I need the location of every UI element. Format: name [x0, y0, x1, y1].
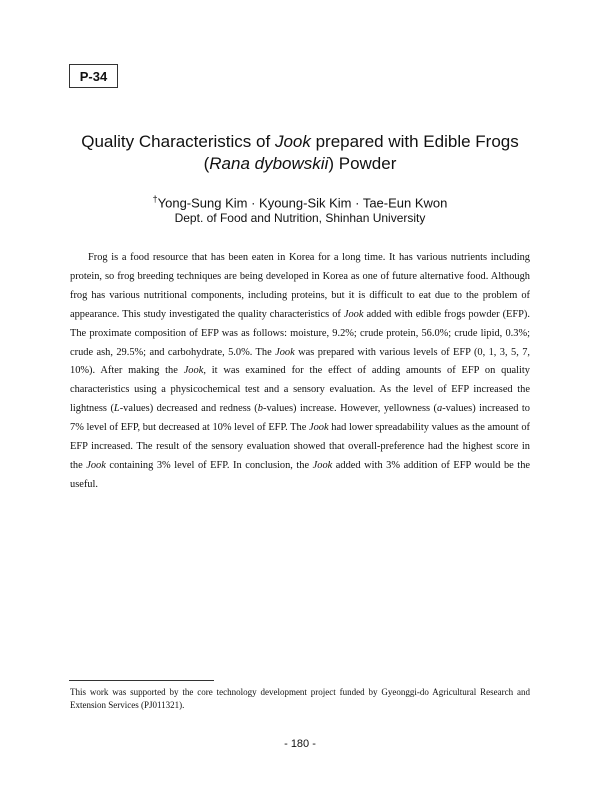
funding-footnote: This work was supported by the core technology development project funded by Gyeonggi-do Agricultural Research and Extension Services (PJ011321). — [70, 687, 530, 710]
abstract-italic: b — [257, 403, 263, 415]
title-italic-term: Jook — [274, 132, 311, 151]
abstract-text: , it was examined for the effect of adding amounts of EFP on quality characteristics using a physicochemical test and a sensory evaluation. As the level of EFP increased the lightness ( — [70, 365, 530, 415]
abstract-text: had lower spreadability values as the amount of EFP increased. The result of the sensory evaluation showed that overall-preference had the highest score in the — [70, 422, 531, 471]
title-italic-species: Rana dybowskii — [209, 154, 329, 173]
abstract-text: added with 3% addition of EFP would be the useful. — [70, 459, 530, 490]
abstract-text: added with edible frogs powder (EFP). The proximate composition of EFP was as follows: moisture, 9.2%; crude protein, 56.0%; crude lipid, 0.3%; crude ash, 29.5%; and carbohydrate, 5.0%. The — [70, 308, 530, 358]
abstract-text: Frog is a food resource that has been eaten in Korea for a long time. It has various nutrients including protein, so frog breeding techniques are being developed in Korea as one of future alternative food. Although frog has various nutritional components, including proteins, but it is difficult to eat due to the problem of appearance. This study investigated the quality characteristics of — [70, 252, 530, 320]
abstract-italic: Jook — [309, 422, 329, 434]
abstract-italic: Jook — [343, 308, 364, 320]
abstract-text: containing 3% level of EFP. In conclusion, the — [105, 459, 313, 471]
corresponding-author-mark: † — [152, 194, 158, 204]
paper-title — [40, 131, 560, 175]
abstract-text: was prepared with various levels of EFP (0, 1, 3, 5, 7, 10%). After making the — [70, 346, 530, 377]
title-line-2 — [40, 153, 560, 175]
abstract-italic: L — [113, 403, 120, 415]
author-list — [40, 190, 560, 212]
title-text: Quality Characteristics of — [81, 132, 275, 151]
author-names: Yong-Sung Kim · Kyoung-Sik Kim · Tae-Eun Kwon — [157, 195, 448, 211]
affiliation: Dept. of Food and Nutrition, Shinhan University — [174, 211, 426, 225]
abstract-italic: a — [437, 403, 443, 415]
abstract-italic: Jook — [312, 459, 333, 471]
abstract-text: -values) increased to 7% level of EFP, but decreased at 10% level of EFP. The — [70, 403, 530, 434]
abstract-text: -values) increase. However, yellowness ( — [262, 403, 437, 415]
page-number: - 180 - — [284, 738, 316, 750]
abstract-paragraph — [70, 249, 530, 495]
title-text: ) Powder — [328, 154, 397, 173]
abstract-italic: Jook — [86, 459, 106, 471]
abstract-italic: Jook — [183, 365, 204, 377]
abstract-text: -values) decreased and redness ( — [119, 403, 258, 415]
abstract-italic: Jook — [275, 346, 295, 358]
footnote-divider — [69, 680, 214, 681]
title-text: ( — [203, 154, 210, 173]
title-text: prepared with Edible Frogs — [310, 132, 519, 151]
poster-number-badge: P-34 — [69, 64, 118, 88]
title-line-1 — [40, 131, 560, 153]
